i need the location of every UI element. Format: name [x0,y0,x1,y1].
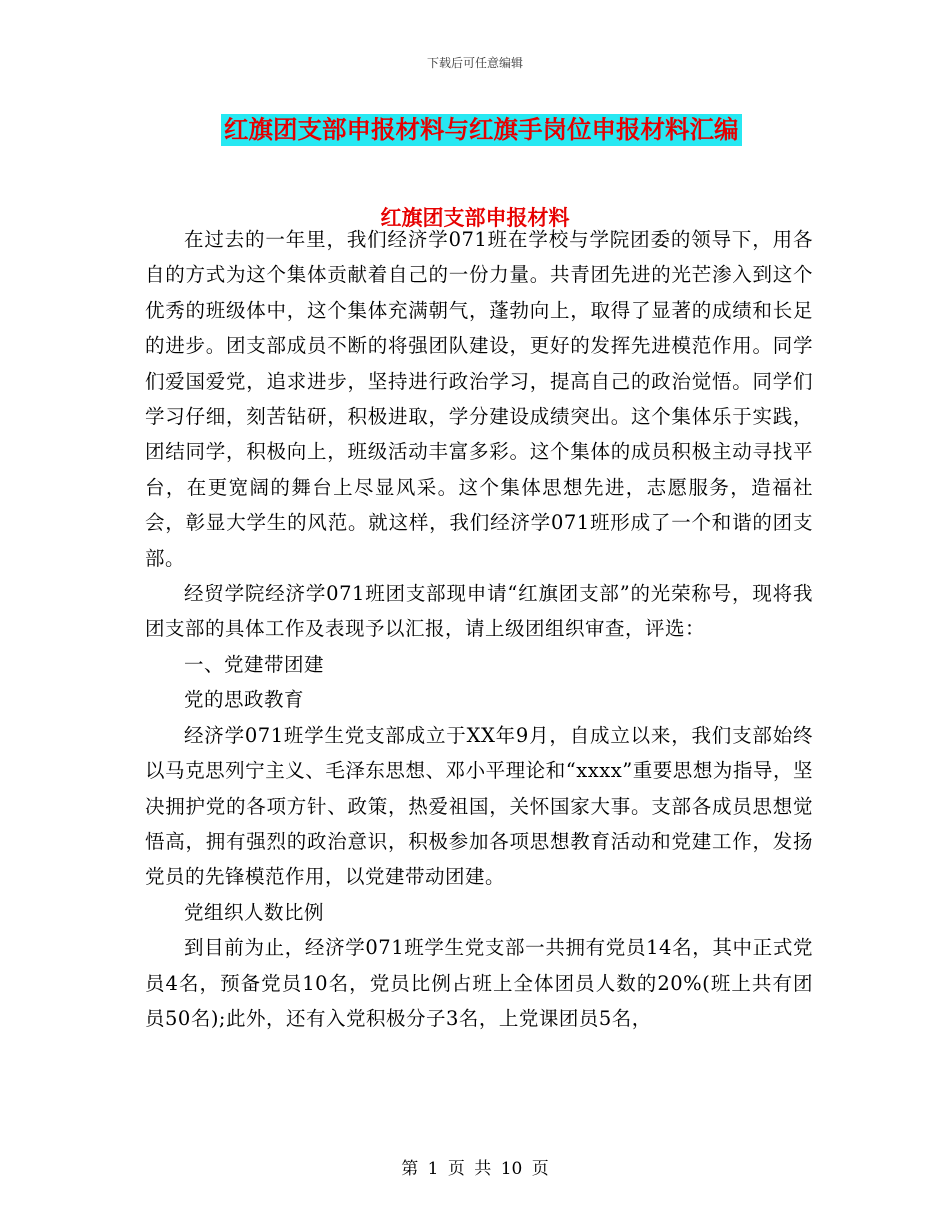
document-body [145,222,813,1036]
paragraph-party-branch: 经济学071班学生党支部成立于XX年9月，自成立以来，我们支部始终以马克思列宁主义、毛泽东思想、邓小平理论和“xxxx”重要思想为指导，坚决拥护党的各项方针、政策，热爱祖国，关怀国家大事。支部各成员思想觉悟高，拥有强烈的政治意识，积极参加各项思想教育活动和党建工作，发扬党员的先锋模范作用，以党建带动团建。 [145,723,813,889]
paragraph-application: 经贸学院经济学071班团支部现申请“红旗团支部”的光荣称号，现将我团支部的具体工作及表现予以汇报，请上级团组织审查，评选： [145,582,813,641]
subheading-member-ratio: 党组织人数比例 [184,900,325,924]
paragraph-intro: 在过去的一年里，我们经济学071班在学校与学院团委的领导下，用各自的方式为这个集体贡献着自己的一份力量。共青团先进的光芒渗入到这个优秀的班级体中，这个集体充满朝气，蓬勃向上，取得了显著的成绩和长足的进步。团支部成员不断的将强团队建设，更好的发挥先进模范作用。同学们爱国爱党，追求进步，坚持进行政治学习，提高自己的政治觉悟。同学们学习仔细，刻苦钻研，积极进取，学分建设成绩突出。这个集体乐于实践，团结同学，积极向上，班级活动丰富多彩。这个集体的成员积极主动寻找平台，在更宽阔的舞台上尽显风采。这个集体思想先进，志愿服务，造福社会，彰显大学生的风范。就这样，我们经济学071班形成了一个和谐的团支部。 [145,228,813,570]
heading-party-building: 一、党建带团建 [184,652,325,676]
page-header-note: 下载后可任意编辑 [426,56,523,70]
page-footer-page-number: 第 1 页 共 10 页 [401,1159,549,1179]
paragraph-member-count: 到目前为止，经济学071班学生党支部一共拥有党员14名，其中正式党员4名，预备党员10名，党员比例占班上全体团员人数的20%(班上共有团员50名);此外，还有入党积极分子3名，上党课团员5名， [145,936,813,1030]
section-title: 红旗团支部申报材料 [380,205,570,230]
document-main-title: 红旗团支部申报材料与红旗手岗位申报材料汇编 [221,114,742,146]
subheading-political-education: 党的思政教育 [184,688,305,712]
